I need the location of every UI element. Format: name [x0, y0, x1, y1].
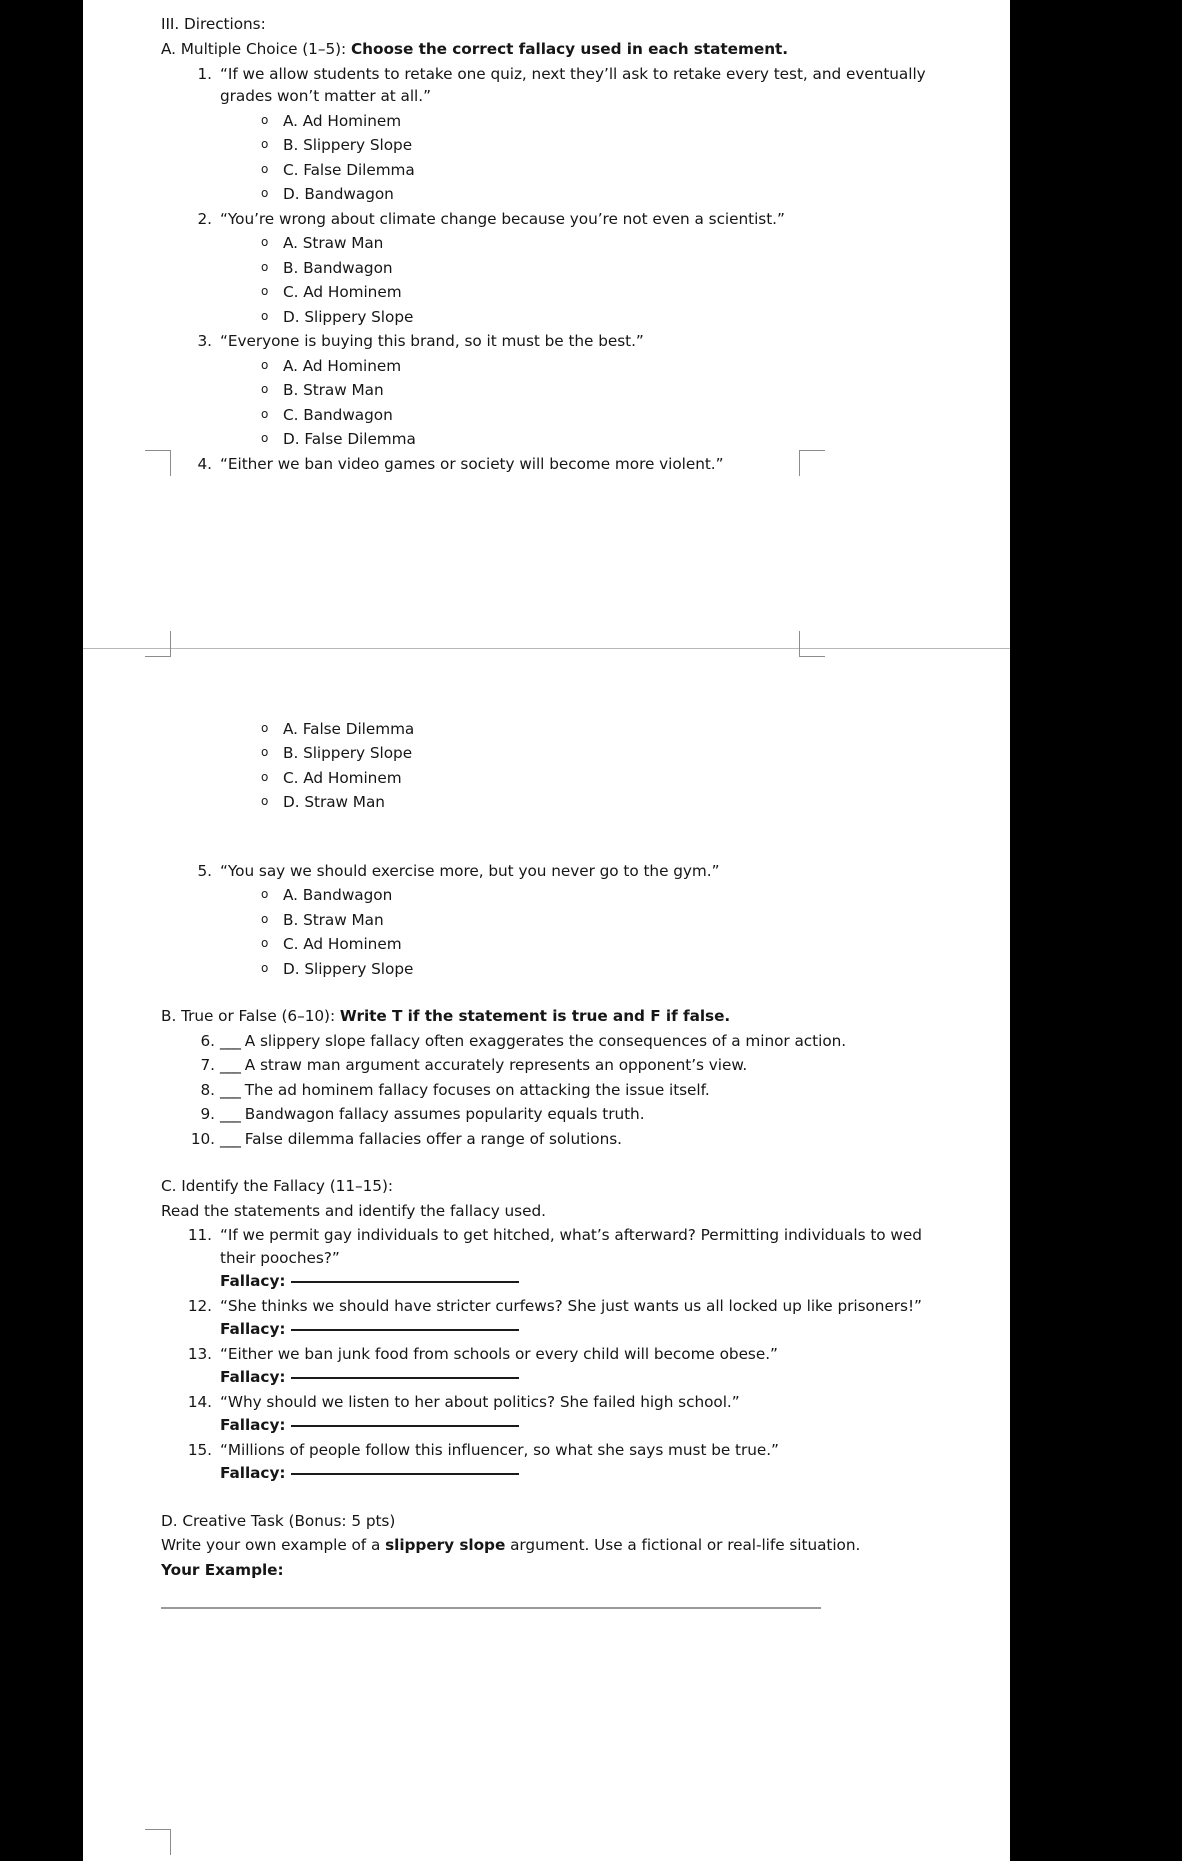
question-item	[161, 1295, 948, 1317]
item-number: 8.	[200, 1080, 215, 1099]
question-number: 15.	[187, 1440, 212, 1459]
circle-bullet-icon: o	[261, 406, 269, 421]
item-statement: False dilemma fallacies offer a range of solutions.	[239, 1129, 622, 1148]
choice-option[interactable]	[161, 355, 948, 377]
question-text: “You say we should exercise more, but you never go to the gym.”	[220, 861, 720, 880]
choice-label: D. Slippery Slope	[283, 959, 414, 978]
question-number: 14.	[187, 1392, 212, 1411]
question-item	[161, 208, 948, 230]
fallacy-answer-blank[interactable]	[291, 1425, 519, 1427]
choice-label: A. Ad Hominem	[283, 111, 402, 130]
crop-mark-top-left	[145, 450, 171, 476]
circle-bullet-icon: o	[261, 769, 269, 784]
fallacy-label: Fallacy:	[220, 1368, 286, 1387]
choice-option[interactable]	[161, 718, 948, 740]
choice-label: B. Bandwagon	[283, 258, 393, 277]
circle-bullet-icon: o	[261, 308, 269, 323]
question-text: “Everyone is buying this brand, so it must be the best.”	[220, 332, 644, 351]
question-text: “Either we ban junk food from schools or every child will become obese.”	[220, 1344, 778, 1363]
fallacy-label: Fallacy:	[220, 1272, 286, 1291]
your-example-label: Your Example:	[161, 1560, 284, 1579]
circle-bullet-icon: o	[261, 960, 269, 975]
question-number: 3.	[197, 332, 212, 351]
choice-label: A. Bandwagon	[283, 886, 393, 905]
circle-bullet-icon: o	[261, 112, 269, 127]
item-number: 7.	[200, 1056, 215, 1075]
choice-option[interactable]	[161, 281, 948, 303]
item-text	[220, 1128, 948, 1150]
choice-option[interactable]	[161, 110, 948, 132]
choice-label: C. False Dilemma	[283, 160, 415, 179]
item-text	[220, 1054, 948, 1076]
choice-option[interactable]	[161, 306, 948, 328]
question-item	[161, 1391, 948, 1413]
question-item	[161, 63, 948, 108]
example-answer-line[interactable]	[161, 1607, 821, 1609]
choice-label: A. False Dilemma	[283, 720, 415, 738]
fallacy-answer-row[interactable]	[161, 1318, 948, 1340]
question-text: “She thinks we should have stricter curfews? She just wants us all locked up like prisoners!”	[220, 1296, 922, 1315]
item-statement: A straw man argument accurately represents an opponent’s view.	[239, 1056, 748, 1075]
section-a-heading-plain: A. Multiple Choice (1–5):	[161, 40, 351, 59]
answer-blank[interactable]: ___	[220, 1031, 240, 1050]
answer-blank[interactable]: ___	[220, 1105, 240, 1124]
choice-option[interactable]	[161, 742, 948, 764]
choice-option[interactable]	[161, 933, 948, 955]
section-a-heading-bold: Choose the correct fallacy used in each statement.	[350, 40, 789, 59]
choice-label: C. Bandwagon	[283, 405, 393, 424]
scanned-document	[83, 0, 1010, 1861]
section-b-heading-bold: Write T if the statement is true and F if false.	[339, 1007, 731, 1026]
fallacy-answer-row[interactable]	[161, 1270, 948, 1292]
question-text: “Why should we listen to her about politics? She failed high school.”	[220, 1392, 740, 1411]
section-d-heading: D. Creative Task (Bonus: 5 pts)	[161, 1511, 396, 1530]
choice-option[interactable]	[161, 428, 948, 450]
crop-mark-top-right	[799, 450, 825, 476]
item-number: 9.	[200, 1105, 215, 1124]
crop-mark-bottom-left	[145, 631, 171, 657]
item-text	[220, 1079, 948, 1101]
fallacy-answer-row[interactable]	[161, 1366, 948, 1388]
section-d-prompt-bold: slippery slope	[385, 1536, 506, 1555]
question-item	[161, 1343, 948, 1365]
item-statement: Bandwagon fallacy assumes popularity equals truth.	[239, 1105, 645, 1124]
choice-option[interactable]	[161, 134, 948, 156]
circle-bullet-icon: o	[261, 382, 269, 397]
choice-label: B. Straw Man	[283, 910, 384, 929]
choice-option[interactable]	[161, 791, 948, 813]
item-text	[220, 1030, 948, 1052]
item-statement: The ad hominem fallacy focuses on attacking the issue itself.	[239, 1080, 710, 1099]
circle-bullet-icon: o	[261, 137, 269, 152]
letterbox-left	[0, 0, 83, 1861]
question-number: 1.	[197, 64, 212, 83]
choice-option[interactable]	[161, 379, 948, 401]
choice-label: D. Slippery Slope	[283, 307, 414, 326]
circle-bullet-icon: o	[261, 284, 269, 299]
choice-option[interactable]	[161, 257, 948, 279]
fallacy-label: Fallacy:	[220, 1320, 286, 1339]
crop-mark-bottom-right	[799, 631, 825, 657]
question-item	[161, 330, 948, 352]
question-number: 11.	[187, 1226, 212, 1245]
circle-bullet-icon: o	[261, 721, 269, 735]
choice-option[interactable]	[161, 909, 948, 931]
section-c-instruction: Read the statements and identify the fallacy used.	[161, 1201, 546, 1220]
question-number: 2.	[197, 209, 212, 228]
true-false-item[interactable]	[161, 1079, 948, 1101]
answer-blank[interactable]: ___	[220, 1129, 240, 1148]
true-false-item[interactable]	[161, 1103, 948, 1125]
question-number: 12.	[187, 1296, 212, 1315]
choice-label: C. Ad Hominem	[283, 768, 402, 787]
page-2-content	[83, 649, 1010, 1609]
fallacy-answer-blank[interactable]	[291, 1329, 519, 1331]
fallacy-answer-blank[interactable]	[291, 1473, 519, 1475]
section-d-prompt-part2: argument. Use a fictional or real-life situation.	[505, 1536, 861, 1555]
section-b-heading-plain: B. True or False (6–10):	[161, 1007, 340, 1026]
question-item	[161, 860, 948, 882]
question-item	[161, 453, 948, 475]
directions-heading: III. Directions:	[161, 15, 266, 33]
item-text	[220, 1103, 948, 1125]
document-page-2	[83, 649, 1010, 1861]
circle-bullet-icon: o	[261, 186, 269, 201]
circle-bullet-icon: o	[261, 911, 269, 926]
crop-mark-page-bottom-left	[145, 1829, 171, 1855]
document-page-1	[83, 0, 1010, 648]
choice-label: A. Straw Man	[283, 234, 384, 253]
question-text: “If we allow students to retake one quiz, next they’ll ask to retake every test, and eventually grades won’t matter at all.”	[220, 64, 926, 106]
question-text: “You’re wrong about climate change because you’re not even a scientist.”	[220, 209, 785, 228]
fallacy-answer-blank[interactable]	[291, 1281, 519, 1283]
section-d-prompt	[161, 1534, 948, 1556]
circle-bullet-icon: o	[261, 794, 269, 809]
question-item	[161, 1439, 948, 1461]
fallacy-answer-row[interactable]	[161, 1414, 948, 1436]
choice-label: D. Bandwagon	[283, 185, 394, 204]
question-text: “If we permit gay individuals to get hitched, what’s afterward? Permitting individuals to wed their pooches?”	[220, 1226, 922, 1267]
question-text: “Either we ban video games or society will become more violent.”	[220, 454, 724, 473]
choice-option[interactable]	[161, 767, 948, 789]
choice-label: B. Slippery Slope	[283, 136, 413, 155]
choice-option[interactable]	[161, 884, 948, 906]
question-number: 4.	[197, 454, 212, 473]
circle-bullet-icon: o	[261, 357, 269, 372]
choice-option[interactable]	[161, 159, 948, 181]
true-false-item[interactable]	[161, 1128, 948, 1150]
item-statement: A slippery slope fallacy often exaggerates the consequences of a minor action.	[239, 1031, 847, 1050]
choice-label: A. Ad Hominem	[283, 356, 402, 375]
choice-option[interactable]	[161, 958, 948, 980]
fallacy-answer-blank[interactable]	[291, 1377, 519, 1379]
section-b-heading	[161, 1005, 948, 1027]
true-false-item[interactable]	[161, 1054, 948, 1076]
circle-bullet-icon: o	[261, 259, 269, 274]
question-number: 5.	[197, 861, 212, 880]
choice-label: B. Slippery Slope	[283, 744, 413, 763]
choice-option[interactable]	[161, 404, 948, 426]
fallacy-answer-row[interactable]	[161, 1462, 948, 1484]
choice-label: C. Ad Hominem	[283, 283, 402, 302]
choice-label: D. False Dilemma	[283, 430, 416, 449]
fallacy-label: Fallacy:	[220, 1416, 286, 1435]
circle-bullet-icon: o	[261, 431, 269, 446]
choice-option[interactable]	[161, 232, 948, 254]
fallacy-label: Fallacy:	[220, 1464, 286, 1483]
section-d-prompt-part1: Write your own example of a	[161, 1536, 386, 1555]
true-false-item[interactable]	[161, 1030, 948, 1052]
section-a-heading	[161, 38, 948, 60]
question-text: “Millions of people follow this influencer, so what she says must be true.”	[220, 1440, 779, 1459]
item-number: 10.	[190, 1129, 215, 1148]
section-c-heading: C. Identify the Fallacy (11–15):	[161, 1177, 394, 1196]
choice-label: C. Ad Hominem	[283, 935, 402, 954]
question-number: 13.	[187, 1344, 212, 1363]
circle-bullet-icon: o	[261, 745, 269, 760]
circle-bullet-icon: o	[261, 936, 269, 951]
circle-bullet-icon: o	[261, 887, 269, 902]
circle-bullet-icon: o	[261, 235, 269, 250]
page-1-content	[83, 13, 1010, 475]
choice-label: D. Straw Man	[283, 793, 385, 812]
answer-blank[interactable]: ___	[220, 1056, 240, 1075]
choice-label: B. Straw Man	[283, 381, 384, 400]
letterbox-right	[1010, 0, 1182, 1861]
choice-option[interactable]	[161, 183, 948, 205]
answer-blank[interactable]: ___	[220, 1080, 240, 1099]
circle-bullet-icon: o	[261, 161, 269, 176]
item-number: 6.	[200, 1031, 215, 1050]
question-item	[161, 1224, 948, 1269]
